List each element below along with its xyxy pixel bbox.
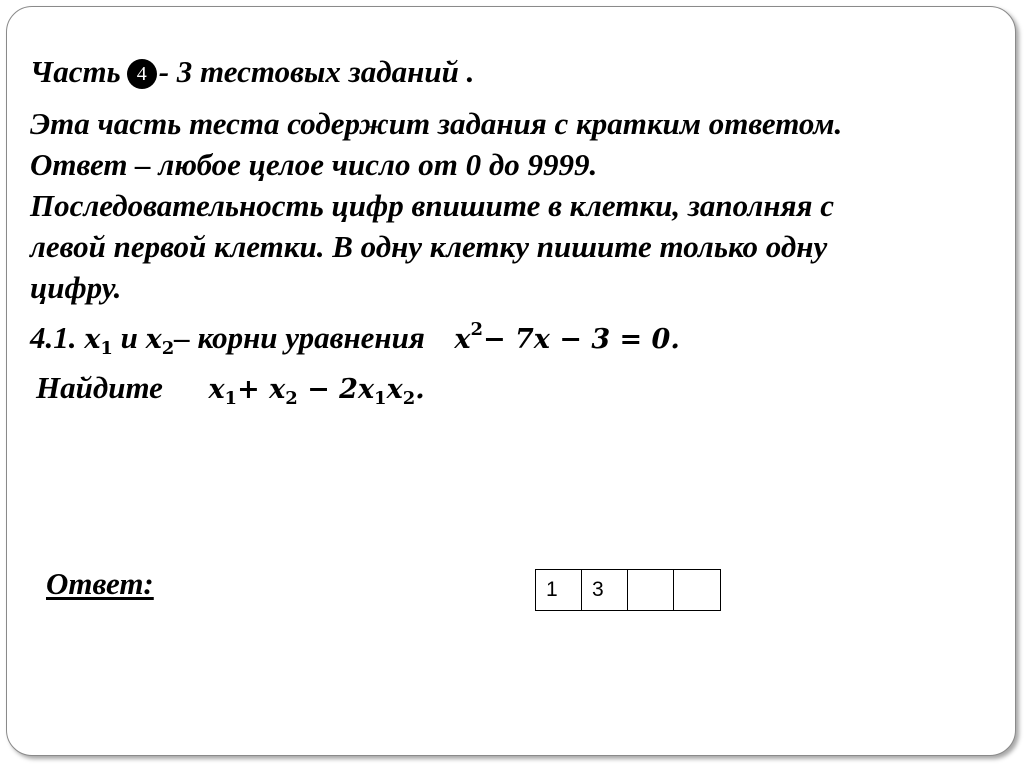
task-number: 4.1. [30, 320, 77, 355]
task-conj: и [120, 320, 138, 355]
instruction-line-1: Эта часть теста содержит задания с кратким ответом. [30, 106, 843, 141]
answer-cell-2[interactable]: 3 [582, 570, 628, 610]
math-x2: 𝒙$_2$ [145, 324, 175, 359]
part-word: Часть [30, 54, 121, 89]
part-number-badge: 4 [127, 59, 157, 89]
instruction-line-4: левой первой клетки. В одну клетку пишите только одну [30, 229, 828, 264]
task-statement [30, 318, 680, 360]
answer-cell-4[interactable] [674, 570, 720, 610]
answer-grid [535, 569, 721, 611]
find-label: Найдите [36, 370, 163, 405]
answer-cell-3[interactable] [628, 570, 674, 610]
task-roots-text: – корни уравнения [174, 320, 425, 355]
answer-label: Ответ: [46, 566, 154, 601]
task-find [36, 368, 425, 410]
math-x1: 𝒙$_1$ [84, 324, 113, 359]
instruction-line-3: Последовательность цифр впишите в клетки, заполняя с [30, 188, 834, 223]
instruction-line-2: Ответ – любое целое число от 0 до 9999. [30, 147, 598, 182]
instruction-line-5: цифру. [30, 270, 122, 305]
math-equation: 𝒙$^2$− 7𝒙 − 3 = 0. [454, 319, 680, 355]
part-heading [30, 52, 474, 92]
part-rest: - 3 тестовых заданий . [158, 54, 475, 89]
answer-cell-1[interactable]: 1 [536, 570, 582, 610]
math-expression: 𝒙$_1$+ 𝒙$_2$ − 2𝒙$_1$𝒙$_2$. [208, 374, 425, 409]
